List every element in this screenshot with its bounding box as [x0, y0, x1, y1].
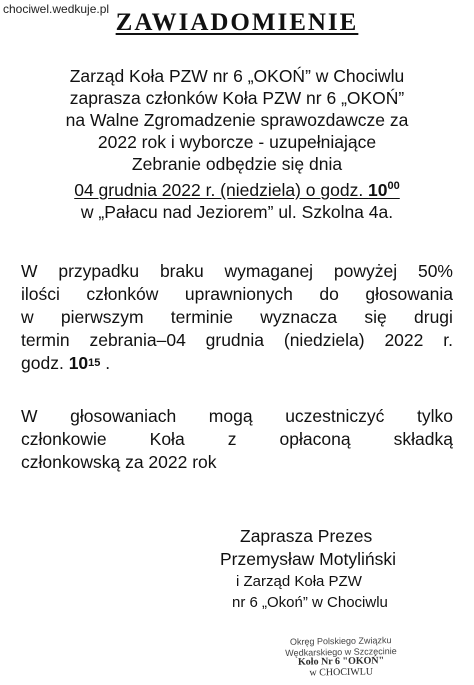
stamp-line-1: Okręg Polskiego Związku [289, 635, 392, 647]
word: członków [86, 284, 159, 304]
meeting-date-line [0, 175, 474, 201]
word: grudnia [205, 330, 265, 350]
word: w [21, 307, 34, 327]
announcement-line-2: zaprasza członków Koła PZW nr 6 „OKOŃ” [69, 88, 405, 108]
second-term-line-2 [21, 283, 453, 306]
word: drugi [414, 307, 453, 327]
second-term-time-line [21, 352, 453, 375]
word: uczestniczyć [285, 406, 385, 426]
word: zebrania–04 [89, 330, 186, 350]
word: braku [159, 261, 204, 281]
meeting-venue-line: w „Pałacu nad Jeziorem” ul. Szkolna 4a. [80, 202, 394, 222]
voting-paragraph [21, 405, 453, 474]
word: z [227, 429, 237, 449]
word: 50% [417, 261, 453, 281]
second-term-line-4 [21, 329, 453, 352]
signature-president-name: Przemysław Motyliński [220, 549, 396, 569]
club-stamp [266, 635, 417, 680]
voting-line-1 [21, 405, 453, 428]
word: mogą [208, 406, 253, 426]
second-term-time-minutes: 15 [88, 357, 101, 369]
word: uprawnionych [184, 284, 293, 304]
second-term-time-hour: 10 [68, 353, 89, 373]
word: 2022 [384, 330, 424, 350]
announcement-line-5: Zebranie odbędzie się dnia [131, 154, 343, 174]
word: głosowania [365, 284, 453, 304]
meeting-time-hour: 10 [368, 180, 388, 200]
announcement-block [0, 65, 474, 223]
announcement-line-4: 2022 rok i wyborcze - uzupełniające [97, 132, 377, 152]
word: przypadku [58, 261, 140, 281]
word: się [364, 307, 387, 327]
stamp-line-2: Wędkarskiego w Szczecinie [285, 645, 397, 658]
announcement-line-1: Zarząd Koła PZW nr 6 „OKOŃ” w Chociwlu [69, 66, 405, 86]
word: (niedziela) [283, 330, 365, 350]
site-watermark: chociwel.wedkuje.pl [3, 2, 110, 16]
second-term-time-prefix: godz. [21, 353, 69, 373]
second-term-line-1 [21, 260, 453, 283]
word: terminie [170, 307, 234, 327]
voting-line-2 [21, 428, 453, 451]
word: pierwszym [60, 307, 144, 327]
signature-line-3: i Zarząd Koła PZW [236, 573, 362, 590]
word: W [21, 406, 38, 426]
word: wyznacza [260, 307, 338, 327]
word: członkowie [21, 429, 107, 449]
word: powyżej [333, 261, 398, 281]
signature-line-4: nr 6 „Okoń” w Chociwlu [232, 594, 388, 611]
meeting-time-minutes: 00 [387, 180, 400, 192]
word: wymaganej [224, 261, 314, 281]
word: głosowaniach [70, 406, 177, 426]
word: opłaconą [279, 429, 351, 449]
meeting-date-text: 04 grudnia 2022 r. (niedziela) o godz. [74, 180, 369, 200]
page-title: ZAWIADOMIENIE [115, 9, 359, 36]
signature-line-1: Zaprasza Prezes [240, 526, 373, 546]
word: składką [393, 429, 453, 449]
second-term-time-suffix: . [100, 353, 111, 373]
word: tylko [417, 406, 453, 426]
word: ilości [21, 284, 60, 304]
second-term-paragraph [21, 260, 453, 375]
voting-line-3 [21, 451, 453, 474]
word: termin [21, 330, 70, 350]
announcement-line-3: na Walne Zgromadzenie sprawozdawcze za [65, 110, 409, 130]
stamp-line-3: Koło Nr 6 "OKOŃ" [297, 655, 385, 668]
stamp-line-4: w CHOCIWLU [309, 665, 374, 679]
second-term-line-3 [21, 306, 453, 329]
word: członkowską za 2022 rok [21, 452, 217, 472]
word: r. [443, 330, 453, 350]
word: do [319, 284, 339, 304]
word: W [21, 261, 38, 281]
word: Koła [149, 429, 185, 449]
